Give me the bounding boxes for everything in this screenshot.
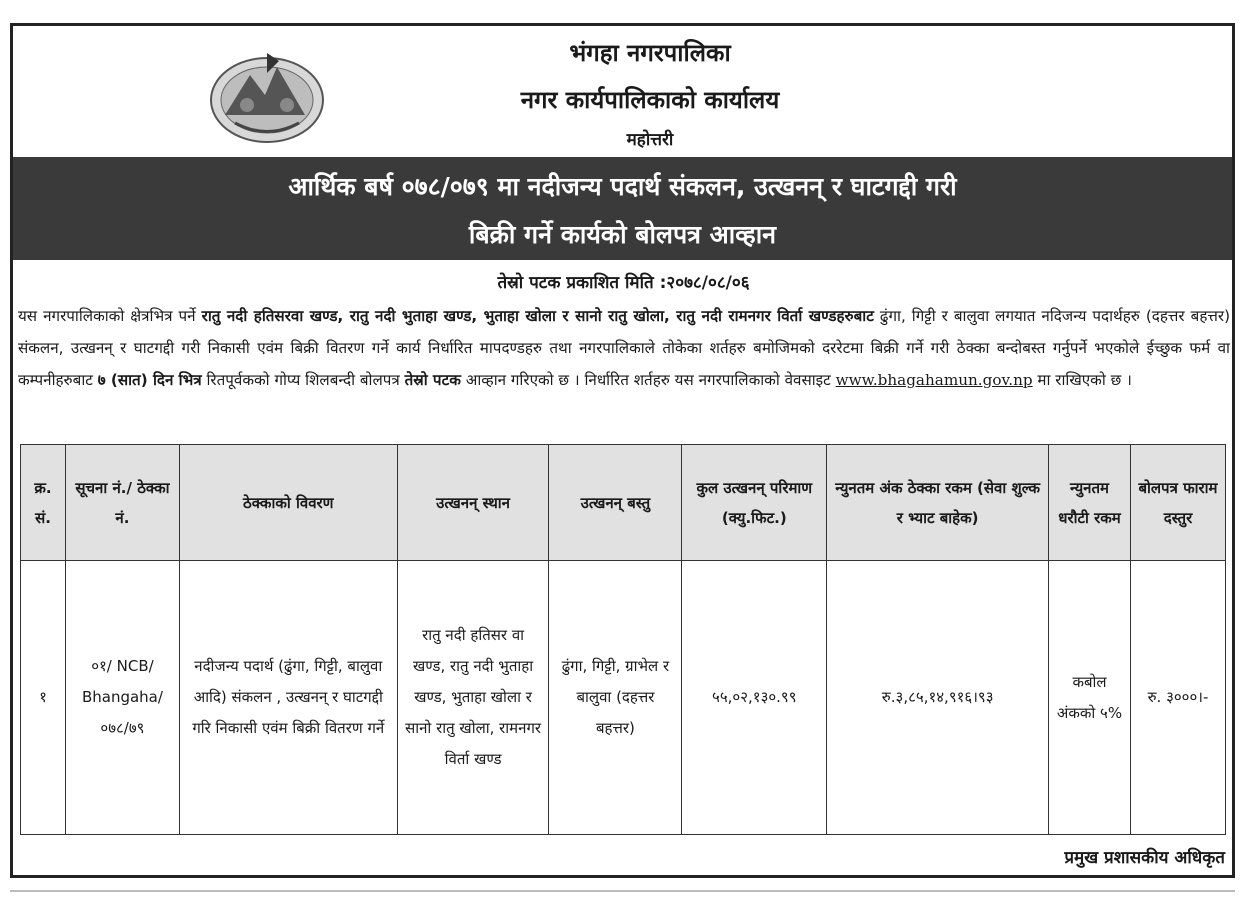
col-header-sn: क्र. सं. xyxy=(21,445,66,561)
notice-bold-deadline: ७ (सात) दिन भित्र xyxy=(97,371,202,389)
title-banner xyxy=(13,157,1232,260)
banner-line-2: बिक्री गर्ने कार्यको बोलपत्र आव्हान xyxy=(468,220,777,249)
notice-bold-locations: रातु नदी हतिसरवा खण्ड, रातु नदी भुताहा खण्ड, भुताहा खोला र सानो रातु खोला, रातु नदी रामनगर विर्ता खण्डहरुबाट xyxy=(201,307,874,325)
website-link[interactable]: www.bhagahamun.gov.np xyxy=(835,371,1033,389)
table-header-row xyxy=(21,445,1226,561)
cell-form-fee: रु. ३०००।- xyxy=(1130,561,1225,835)
cell-notice-no: ०१/ NCB/ Bhangaha/ ०७८/७९ xyxy=(65,561,179,835)
col-header-min-amount: न्युनतम अंक ठेक्का रकम (सेवा शुल्क र भ्याट बाहेक) xyxy=(827,445,1049,561)
notice-text: ढुंगा, गिट्टी र बालुवा लगयात नदिजन्य पदार्थहरु (दहत्तर बहत्तर) संकलन, उत्खनन् र घाटगद्दी गरी निकासी एवंम बिक्री वितरण गर्ने कार्य निर्धारित मापदण्डहरु तथा नगरपालिकाले तोकेका शर्तहरु बमोजिमको दररेटमा बिक्री गर्ने गरी ठेक्का बन्दोबस्त गर्नुपर्ने भएकोले ईच्छुक फर्म वा कम्पनीहरुबाट xyxy=(18,307,1231,389)
cell-sn: १ xyxy=(21,561,66,835)
col-header-quantity: कुल उत्खनन् परिमाण (क्यु.फिट.) xyxy=(682,445,827,561)
cell-material: ढुंगा, गिट्टी, ग्राभेल र बालुवा (दहत्तर बहत्तर) xyxy=(549,561,682,835)
bottom-divider xyxy=(10,890,1235,892)
col-header-notice-no: सूचना नं./ ठेक्का नं. xyxy=(65,445,179,561)
table-row xyxy=(21,561,1226,835)
banner-line-1: आर्थिक बर्ष ०७८/०७९ मा नदीजन्य पदार्थ संकलन, उत्खनन् र घाटगद्दी गरी xyxy=(288,172,957,201)
nepal-emblem-logo xyxy=(205,45,330,145)
cell-deposit: कबोल अंकको ५% xyxy=(1049,561,1131,835)
notice-text: आव्हान गरिएको छ । निर्धारित शर्तहरु यस नगरपालिकाको वेवसाइट xyxy=(460,371,836,389)
notice-bold-third-time: तेस्रो पटक xyxy=(404,371,461,389)
notice-paragraph xyxy=(18,300,1230,396)
cell-min-amount: रु.३,८५,१४,९१६।९३ xyxy=(827,561,1049,835)
col-header-deposit: न्युनतम धरौटी रकम xyxy=(1049,445,1131,561)
col-header-location: उत्खनन् स्थान xyxy=(397,445,549,561)
cell-description: नदीजन्य पदार्थ (ढुंगा, गिट्टी, बालुवा आदि) संकलन , उत्खनन् र घाटगद्दी गरि निकासी एवंम बिक्री वितरण गर्ने xyxy=(179,561,397,835)
notice-text: रितपूर्वकको गोप्य शिलबन्दी बोलपत्र xyxy=(201,371,405,389)
col-header-form-fee: बोलपत्र फाराम दस्तुर xyxy=(1130,445,1225,561)
publication-date: तेस्रो पटक प्रकाशित मिति :२०७८/०८/०६ xyxy=(497,273,750,293)
cell-location: रातु नदी हतिसर वा खण्ड, रातु नदी भुताहा खण्ड, भुताहा खोला र सानो रातु खोला, रामनगर विर्ता खण्ड xyxy=(397,561,549,835)
cell-quantity: ५५,०२,१३०.९९ xyxy=(682,561,827,835)
notice-text: यस नगरपालिकाको क्षेत्रभित्र पर्ने xyxy=(18,307,202,325)
col-header-material: उत्खनन् बस्तु xyxy=(549,445,682,561)
district-name: महोत्तरी xyxy=(626,130,674,150)
col-header-description: ठेक्काको विवरण xyxy=(179,445,397,561)
notice-text: मा राखिएको छ । xyxy=(1032,371,1132,389)
municipality-name: भंगहा नगरपालिका xyxy=(569,39,731,67)
signatory: प्रमुख प्रशासकीय अधिकृत xyxy=(1064,848,1225,868)
office-name: नगर कार्यपालिकाको कार्यालय xyxy=(520,86,780,114)
tender-table xyxy=(20,444,1226,835)
